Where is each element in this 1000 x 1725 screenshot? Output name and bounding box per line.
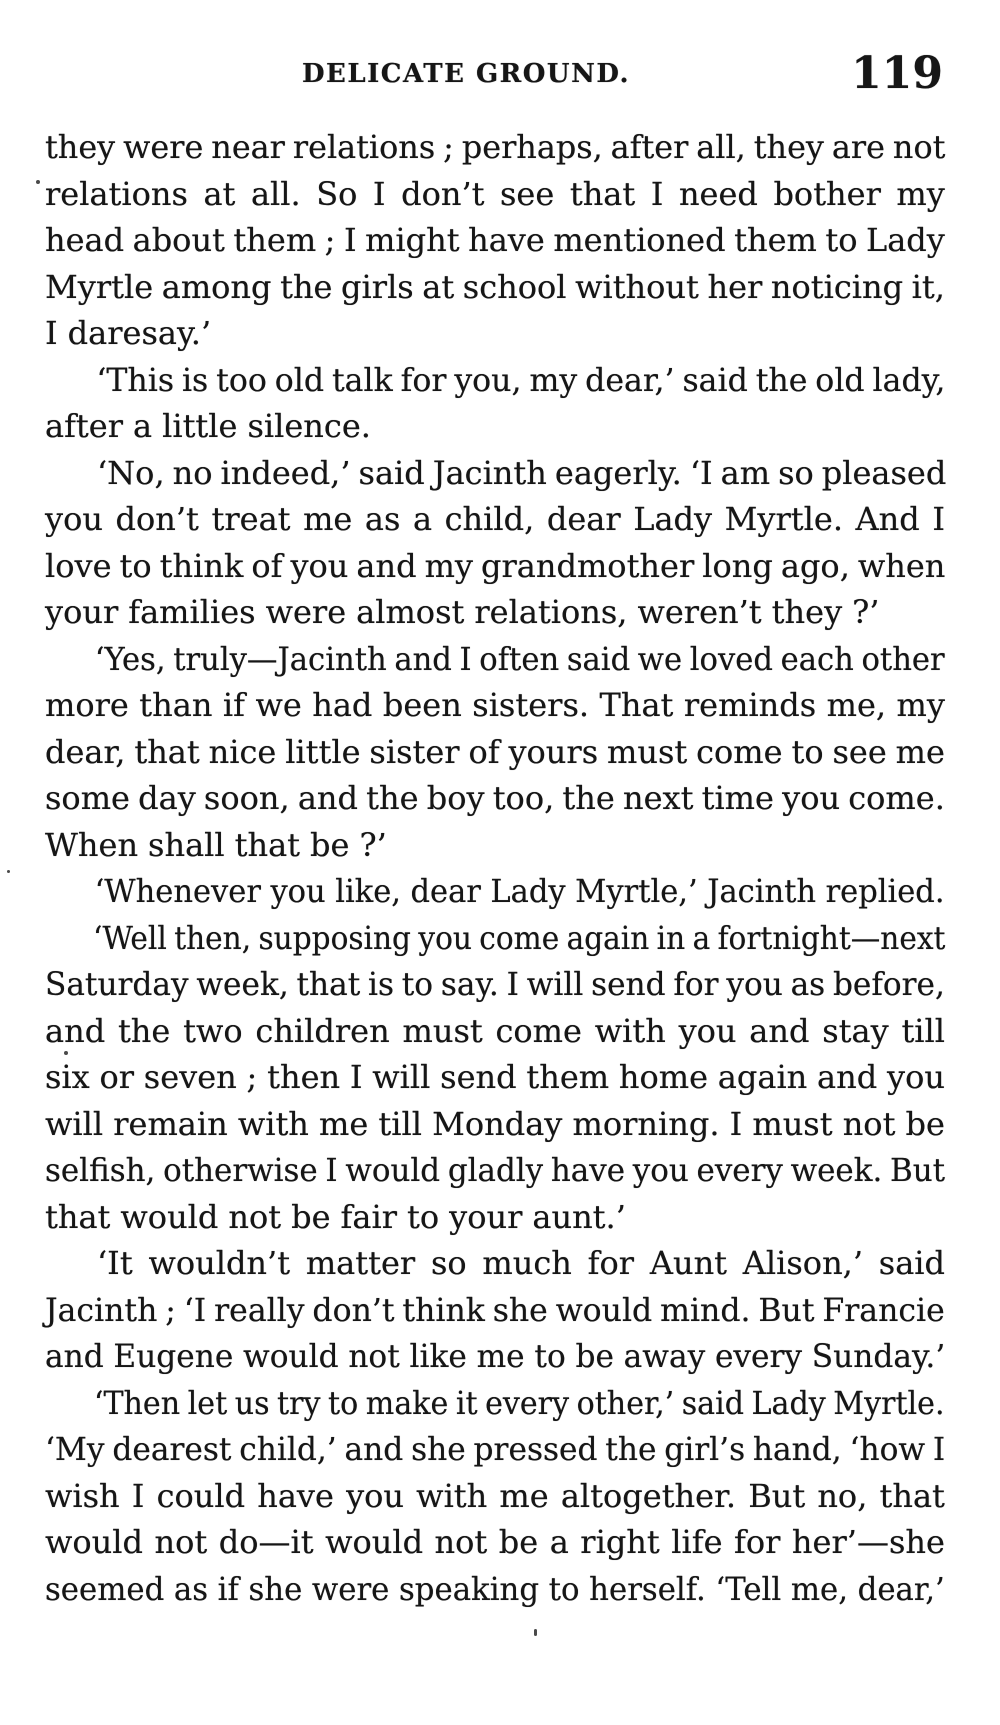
text-line: seemed as if she were speaking to herself. ‘Tell me, dear,’ xyxy=(45,1569,945,1608)
text-line: wish I could have you with me altogether. But no, that xyxy=(45,1476,945,1515)
text-line: ‘This is too old talk for you, my dear,’ said the old lady, xyxy=(96,360,946,399)
text-line: love to think of you and my grandmother long ago, when xyxy=(45,546,946,585)
text-line: and the two children must come with you and stay till xyxy=(45,1011,945,1050)
text-line: When shall that be ?’ xyxy=(45,825,387,864)
text-line: ‘It wouldn’t matter so much for Aunt Alison,’ said xyxy=(97,1244,945,1282)
text-line: more than if we had been sisters. That reminds me, my xyxy=(45,686,945,724)
text-line: ‘Whenever you like, dear Lady Myrtle,’ Jacinth replied. xyxy=(94,872,945,910)
text-line: Jacinth ; ‘I really don’t think she would mind. But Francie xyxy=(45,1290,945,1329)
ink-speck xyxy=(534,1629,537,1636)
text-line: your families were almost relations, weren’t they ?’ xyxy=(45,593,880,631)
text-line: relations at all. So I don’t see that I need bother my xyxy=(45,174,945,213)
page-number: 119 xyxy=(851,48,943,99)
text-line: Saturday week, that is to say. I will send for you as before, xyxy=(45,965,945,1003)
ink-speck xyxy=(7,870,10,873)
text-line: ‘My dearest child,’ and she pressed the girl’s hand, ‘how I xyxy=(45,1430,946,1468)
text-line: that would not be fair to your aunt.’ xyxy=(45,1197,626,1236)
text-line: ‘No, no indeed,’ said Jacinth eagerly. ‘I am so pleased xyxy=(97,453,947,492)
text-line: Myrtle among the girls at school without her noticing it, xyxy=(45,267,945,306)
text-line: and Eugene would not like me to be away every Sunday.’ xyxy=(45,1337,946,1375)
paragraph xyxy=(45,1240,945,1380)
paragraph xyxy=(45,450,945,636)
running-title: DELICATE GROUND. xyxy=(301,59,631,89)
text-line: six or seven ; then I will send them home again and you xyxy=(45,1058,945,1096)
text-line: would not do—it would not be a right life for her’—she xyxy=(45,1523,945,1561)
text-line: will remain with me till Monday morning. I must not be xyxy=(45,1104,945,1143)
ink-speck xyxy=(64,1051,68,1055)
paragraph xyxy=(45,124,945,357)
paragraph xyxy=(45,915,945,1241)
paragraph xyxy=(45,357,945,450)
body-text xyxy=(45,124,945,1612)
ink-speck xyxy=(36,180,40,184)
text-line: dear, that nice little sister of yours must come to see me xyxy=(45,732,945,771)
text-line: you don’t treat me as a child, dear Lady Myrtle. And I xyxy=(45,500,945,538)
text-line: ‘Yes, truly—Jacinth and I often said we loved each other xyxy=(94,639,945,678)
text-line: some day soon, and the boy too, the next time you come. xyxy=(45,779,945,817)
text-line: ‘Well then, supposing you come again in a fortnight—next xyxy=(93,918,946,957)
text-line: head about them ; I might have mentioned them to Lady xyxy=(45,221,945,259)
text-line: I daresay.’ xyxy=(45,314,212,352)
paragraph xyxy=(45,1380,945,1613)
paragraph xyxy=(45,868,945,915)
paragraph xyxy=(45,636,945,869)
text-line: they were near relations ; perhaps, after all, they are not xyxy=(45,128,946,166)
text-line: ‘Then let us try to make it every other,’ said Lady Myrtle. xyxy=(93,1383,945,1422)
text-line: after a little silence. xyxy=(45,407,371,445)
text-line: selfish, otherwise I would gladly have you every week. But xyxy=(45,1151,946,1189)
